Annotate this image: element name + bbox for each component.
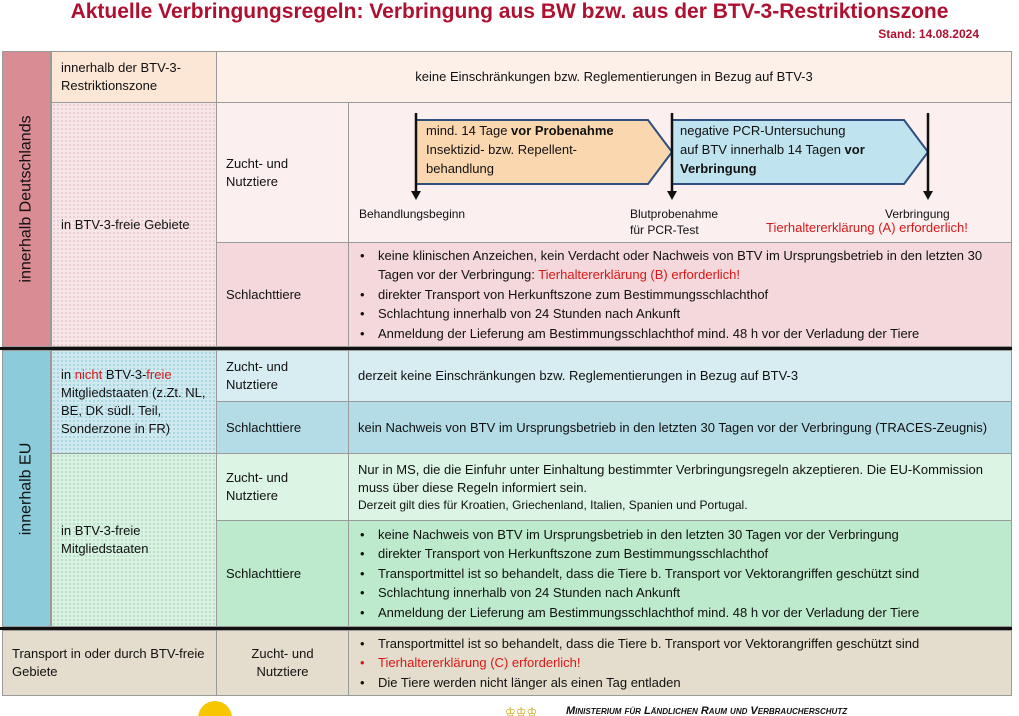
- eu-free-slaughter-list: [358, 525, 919, 622]
- eu-nonfree-slaughter-text-cell: kein Nachweis von BTV im Ursprungsbetrieb in den letzten 30 Tagen vor der Verbringung (TRACES-Zeugnis): [348, 401, 1012, 454]
- section-label-eu: innerhalb EU: [2, 350, 51, 627]
- eu-free-breeding-label-cell: Zucht- und Nutztiere: [216, 453, 349, 521]
- stand-date: Stand: 14.08.2024: [878, 27, 979, 41]
- zone-text-cell: keine Einschränkungen bzw. Reglementierungen in Bezug auf BTV-3: [216, 51, 1012, 103]
- transport-animals-label-cell: Zucht- und Nutztiere: [216, 630, 349, 696]
- crown-emblem: ♔♔♔: [505, 705, 538, 716]
- germany-slaughter-list: [358, 246, 1002, 343]
- timeline-cell: [348, 102, 1012, 243]
- list-item: • direkter Transport von Herkunftszone zum Bestimmungsschlachthof: [358, 285, 1002, 304]
- germany-slaughter-label-cell: Schlachttiere: [216, 242, 349, 347]
- label-blood-sample: Blutprobenahme für PCR-Test: [630, 207, 719, 237]
- eu-free-label-cell: in BTV-3-freie Mitgliedstaaten: [51, 453, 217, 627]
- transport-list: [358, 634, 919, 692]
- list-item: • Anmeldung der Lieferung am Bestimmungsschlachthof mind. 48 h vor der Verladung der Tiere: [358, 324, 1002, 343]
- eu-nonfree-breeding-text-cell: derzeit keine Einschränkungen bzw. Reglementierungen in Bezug auf BTV-3: [348, 350, 1012, 402]
- label-transfer: Verbringung: [885, 207, 950, 221]
- label-treatment-start: Behandlungsbeginn: [359, 207, 466, 221]
- ministry-name: Ministerium für Ländlichen Raum und Verbraucherschutz: [566, 705, 848, 716]
- sun-logo: [198, 701, 232, 716]
- eu-free-slaughter-list-cell: [348, 520, 1012, 627]
- list-item: • keine Nachweis von BTV im Ursprungsbetrieb in den letzten 30 Tagen vor der Verbringung: [358, 525, 919, 544]
- list-item: • Schlachtung innerhalb von 24 Stunden nach Ankunft: [358, 583, 919, 602]
- list-item: • Transportmittel ist so behandelt, dass die Tiere b. Transport vor Vektorangriffen geschützt sind: [358, 564, 919, 583]
- section-label-germany: innerhalb Deutschlands: [2, 51, 51, 347]
- treatment-arrow-text: mind. 14 Tage vor Probenahme Insektizid- bzw. Repellent- behandlung: [426, 123, 614, 176]
- eu-nonfree-breeding-label-cell: Zucht- und Nutztiere: [216, 350, 349, 402]
- list-item: • Anmeldung der Lieferung am Bestimmungsschlachthof mind. 48 h vor der Verladung der Tiere: [358, 603, 919, 622]
- list-item: • Schlachtung innerhalb von 24 Stunden nach Ankunft: [358, 304, 1002, 323]
- pcr-arrow-text: negative PCR-Untersuchung auf BTV innerhalb 14 Tagen vor Verbringung: [680, 123, 865, 176]
- eu-free-breeding-text-cell: Nur in MS, die die Einfuhr unter Einhaltung bestimmter Verbringungsregeln akzeptieren. Die EU-Kommission muss über diese Regeln informiert sein. Derzeit gilt dies für Kroatien, Griechenland, Italien, Spanien und Portugal.: [348, 453, 1012, 521]
- eu-free-slaughter-label-cell: Schlachttiere: [216, 520, 349, 627]
- page-title: Aktuelle Verbringungsregeln: Verbringung aus BW bzw. aus der BTV-3-Restriktionszone: [70, 0, 949, 23]
- declaration-a: Tierhaltererklärung (A) erforderlich!: [766, 220, 968, 235]
- germany-slaughter-list-cell: [348, 242, 1012, 347]
- transport-label-cell: Transport in oder durch BTV-freie Gebiete: [2, 630, 217, 696]
- eu-nonfree-slaughter-label-cell: Schlachttiere: [216, 401, 349, 454]
- transport-list-cell: [348, 630, 1012, 696]
- list-item: • Transportmittel ist so behandelt, dass die Tiere b. Transport vor Vektorangriffen geschützt sind: [358, 634, 919, 653]
- list-item: • Tierhaltererklärung (C) erforderlich!: [358, 653, 919, 672]
- list-item: • Die Tiere werden nicht länger als einen Tag entladen: [358, 673, 919, 692]
- zone-label-cell: innerhalb der BTV-3-Restriktionszone: [51, 51, 217, 103]
- eu-nonfree-label-cell: in nicht BTV-3-freie Mitgliedstaaten (z.Zt. NL, BE, DK südl. Teil, Sonderzone in FR): [51, 350, 217, 454]
- list-item: • direkter Transport von Herkunftszone zum Bestimmungsschlachthof: [358, 544, 919, 563]
- free-areas-label-cell: in BTV-3-freie Gebiete: [51, 102, 217, 347]
- list-item: • keine klinischen Anzeichen, kein Verdacht oder Nachweis von BTV im Ursprungsbetrieb in den letzten 30 Tagen vor der Verbringung: Tierhaltererklärung (B) erforderlich!: [358, 246, 1002, 285]
- germany-breeding-label-cell: Zucht- und Nutztiere: [216, 102, 349, 243]
